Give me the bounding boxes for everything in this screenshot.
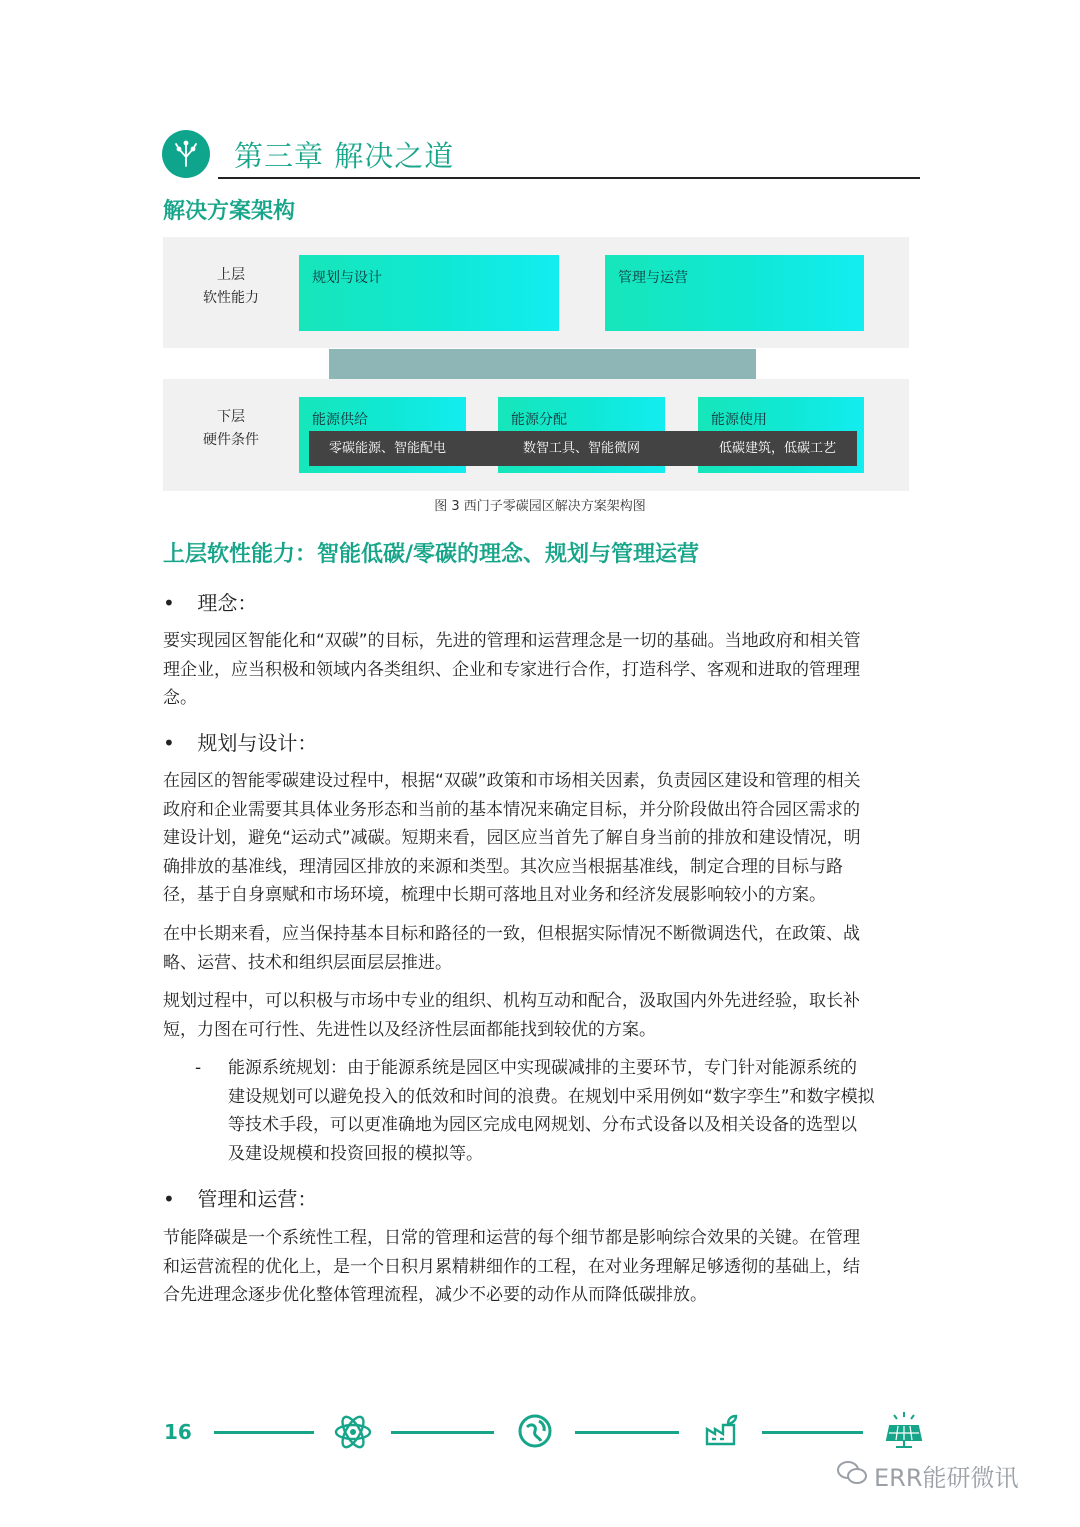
box-management-operation	[605, 255, 864, 331]
paragraph-line: 及建设规模和投资回报的模拟等。	[228, 1143, 483, 1164]
paragraph-line: 合先进理念逐步优化整体管理流程，减少不必要的动作从而降低碳排放。	[163, 1285, 707, 1305]
paragraph-line: 略、运营、技术和组织层面层层推进。	[163, 952, 452, 973]
footer-divider	[214, 1431, 314, 1434]
paragraph-management	[163, 1224, 923, 1310]
bullet-dot-icon: •	[163, 731, 175, 755]
section-title: 解决方案架构	[163, 199, 296, 224]
layer-connector	[329, 349, 756, 379]
bullet-planning	[163, 727, 317, 756]
paragraph-planning-3	[163, 987, 923, 1044]
paragraph-line: 能源系统规划：由于能源系统是园区中实现碳减排的主要环节，专门针对能源系统的	[228, 1058, 857, 1078]
energy-use-detail: 低碳建筑，低碳工艺	[718, 441, 836, 456]
paragraph-line: 建设规划可以避免投入的低效和时间的浪费。在规划中采用例如“数字孪生”和数字模拟	[228, 1086, 875, 1107]
paragraph-line: 规划过程中，可以积极与市场中专业的组织、机构互动和配合，汲取国内外先进经验，取长补	[163, 991, 860, 1011]
energy-distribution-detail: 数智工具、智能微网	[522, 441, 640, 456]
globe-leaf-icon	[517, 1413, 553, 1453]
paragraph-line: 等技术手段，可以更准确地为园区完成电网规划、分布式设备以及相关设备的选型以	[228, 1115, 857, 1135]
paragraph-line: 径，基于自身禀赋和市场环境，梳理中长期可落地且对业务和经济发展影响较小的方案。	[163, 885, 826, 905]
paragraph-line: 念。	[163, 688, 197, 708]
sub-item-energy-system	[228, 1054, 928, 1168]
bullet-management	[163, 1183, 317, 1212]
paragraph-line: 在园区的智能零碳建设过程中，根据“双碳”政策和市场相关因素，负责园区建设和管理的相关	[163, 771, 861, 791]
paragraph-planning-1	[163, 767, 923, 910]
box-planning-design-title: 规划与设计	[312, 270, 382, 286]
paragraph-concept	[163, 627, 923, 713]
bullet-concept	[163, 587, 257, 616]
footer-divider	[575, 1431, 679, 1434]
paragraph-line: 理企业，应当积极和领域内各类组织、企业和专家进行合作，打造科学、客观和进取的管理理	[163, 659, 860, 680]
bullet-planning-label: 规划与设计：	[197, 731, 318, 755]
bullet-dot-icon: •	[163, 1187, 175, 1211]
footer-divider	[762, 1431, 863, 1434]
box-energy-distribution-title: 能源分配	[511, 412, 567, 428]
lower-label-line2: 硬件条件	[203, 432, 259, 448]
upper-label-line2: 软性能力	[203, 290, 259, 306]
chapter-rule	[218, 177, 920, 179]
upper-band-label	[190, 264, 272, 310]
bullet-management-label: 管理和运营：	[197, 1187, 318, 1211]
paragraph-line: 短，力图在可行性、先进性以及经济性层面都能找到较优的方案。	[163, 1019, 656, 1040]
page-number: 16	[164, 1420, 192, 1444]
box-energy-supply-title: 能源供给	[312, 412, 368, 428]
watermark-text: ERR能研微讯	[874, 1464, 1019, 1492]
paragraph-line: 建设计划，避免“运动式”减碳。短期来看，园区应当首先了解自身当前的排放和建设情况，明	[163, 828, 861, 848]
paragraph-line: 和运营流程的优化上，是一个日积月累精耕细作的工程，在对业务理解足够透彻的基础上，结	[163, 1256, 860, 1277]
sub-item-dash: -	[195, 1058, 202, 1078]
footer-divider	[391, 1431, 494, 1434]
paragraph-line: 确排放的基准线，理清园区排放的来源和类型。其次应当根据基准线，制定合理的目标与路	[163, 856, 843, 877]
energy-supply-detail: 零碳能源、智能配电	[328, 441, 446, 456]
paragraph-line: 节能降碳是一个系统性工程，日常的管理和运营的每个细节都是影响综合效果的关键。在管理	[163, 1228, 860, 1248]
box-planning-design	[299, 255, 559, 331]
solar-panel-icon	[884, 1410, 924, 1454]
box-energy-use-title: 能源使用	[711, 412, 767, 428]
watermark	[836, 1458, 1019, 1493]
factory-plant-icon	[704, 1411, 740, 1451]
bullet-dot-icon: •	[163, 591, 175, 615]
paragraph-line: 政府和企业需要其具体业务形态和当前的基本情况来确定目标，并分阶段做出符合园区需求的	[163, 799, 860, 820]
box-management-operation-title: 管理与运营	[618, 270, 688, 286]
paragraph-line: 要实现园区智能化和“双碳”的目标，先进的管理和运营理念是一切的基础。当地政府和相关管	[163, 631, 861, 651]
upper-label-line1: 上层	[217, 267, 245, 283]
chapter-title: 第三章 解决之道	[234, 139, 455, 173]
paragraph-planning-2	[163, 920, 923, 977]
paragraph-line: 在中长期来看，应当保持基本目标和路径的一致，但根据实际情况不断微调迭代，在政策、战	[163, 924, 860, 944]
chapter-badge-icon	[162, 130, 210, 178]
lower-band-label	[190, 406, 272, 452]
bullet-concept-label: 理念：	[197, 591, 258, 615]
atom-icon	[333, 1412, 373, 1456]
figure-caption: 图 3 西门子零碳园区解决方案架构图	[434, 499, 646, 514]
wechat-icon	[836, 1459, 868, 1493]
lower-label-line1: 下层	[217, 409, 245, 425]
subsection-heading: 上层软性能力：智能低碳/零碳的理念、规划与管理运营	[163, 542, 700, 567]
